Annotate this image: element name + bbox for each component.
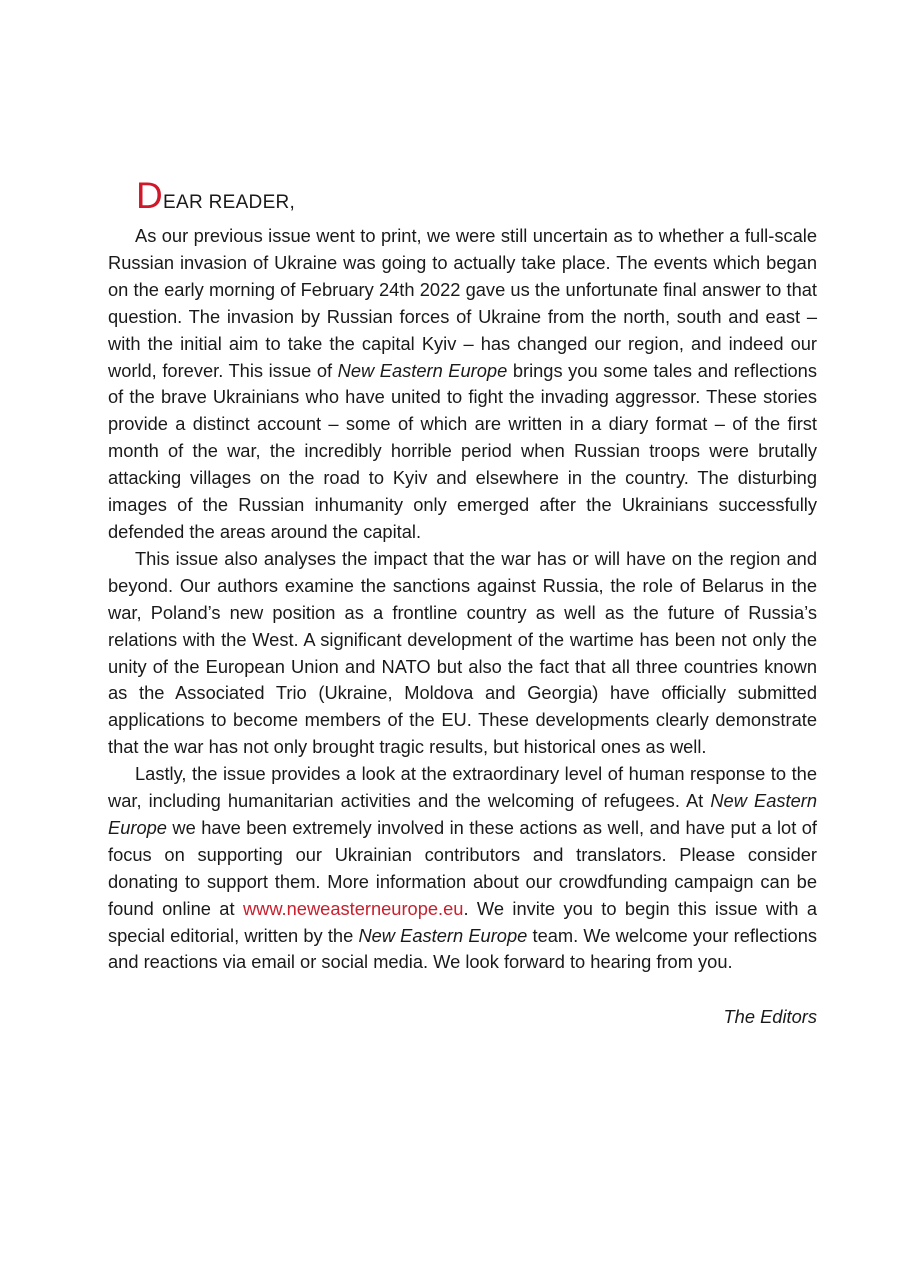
- publication-name: New Eastern Europe: [358, 924, 528, 946]
- paragraph-2: This issue also analyses the impact that the war has or will have on the region and beyond. Our authors examine the sanctions against Russia, the role of Belarus in the war, Poland’s new position as a frontline country as well as the future of Russia’s relations with the West. A significant development of the wartime has been not only the unity of the European Union and NATO but also the fact that all three countries known as the Associated Trio (Ukraine, Moldova and Georgia) have officially submitted applications to become members of the EU. These developments clearly demonstrate that the war has not only brought tragic results, but historical ones as well.: [108, 547, 817, 758]
- signature: The Editors: [723, 1006, 817, 1028]
- website-link[interactable]: www.neweasterneurope.eu: [242, 897, 464, 919]
- drop-cap: D: [136, 175, 164, 216]
- paragraph-1: As our previous issue went to print, we were still uncertain as to whether a full-scale Russian invasion of Ukraine was going to actually take place. The events which began on the early morning of February 24th 2022 gave us the unfortunate final answer to that question. The invasion by Russian forces of Ukraine from the north, south and east – with the initial aim to take the capital Kyiv – has changed our region, and indeed our world, forever. This issue of New Eastern Europe brings you some tales and reflections of the brave Ukrainians who have united to fight the invading aggressor. These stories provide a distinct account – some of which are written in a diary format – of the first month of the war, the incredibly horrible period when Russian troops were brutally attacking villages on the road to Kyiv and elsewhere in the country. The disturbing images of the Russian inhumanity only emerged after the Ukrainians successfully defended the areas around the capital.: [108, 225, 817, 542]
- editorial-letter: [108, 176, 817, 1030]
- letter-greeting: [136, 176, 817, 223]
- paragraph-3: Lastly, the issue provides a look at the extraordinary level of human response to the war, including humanitarian activities and the welcoming of refugees. At New Eastern Europe we have been extremely involved in these actions as well, and have put a lot of focus on supporting our Ukrainian contributors and translators. Please consider donating to support them. More information about our crowdfunding campaign can be found online at www.neweasterneurope.eu. We invite you to begin this issue with a special editorial, written by the New Eastern Europe team. We welcome your reflections and reactions via email or social media. We look forward to hearing from you.: [108, 763, 818, 973]
- publication-name: New Eastern Europe: [337, 359, 508, 381]
- publication-name: New Eastern Europe: [108, 790, 818, 838]
- greeting-text: EAR READER,: [163, 192, 296, 213]
